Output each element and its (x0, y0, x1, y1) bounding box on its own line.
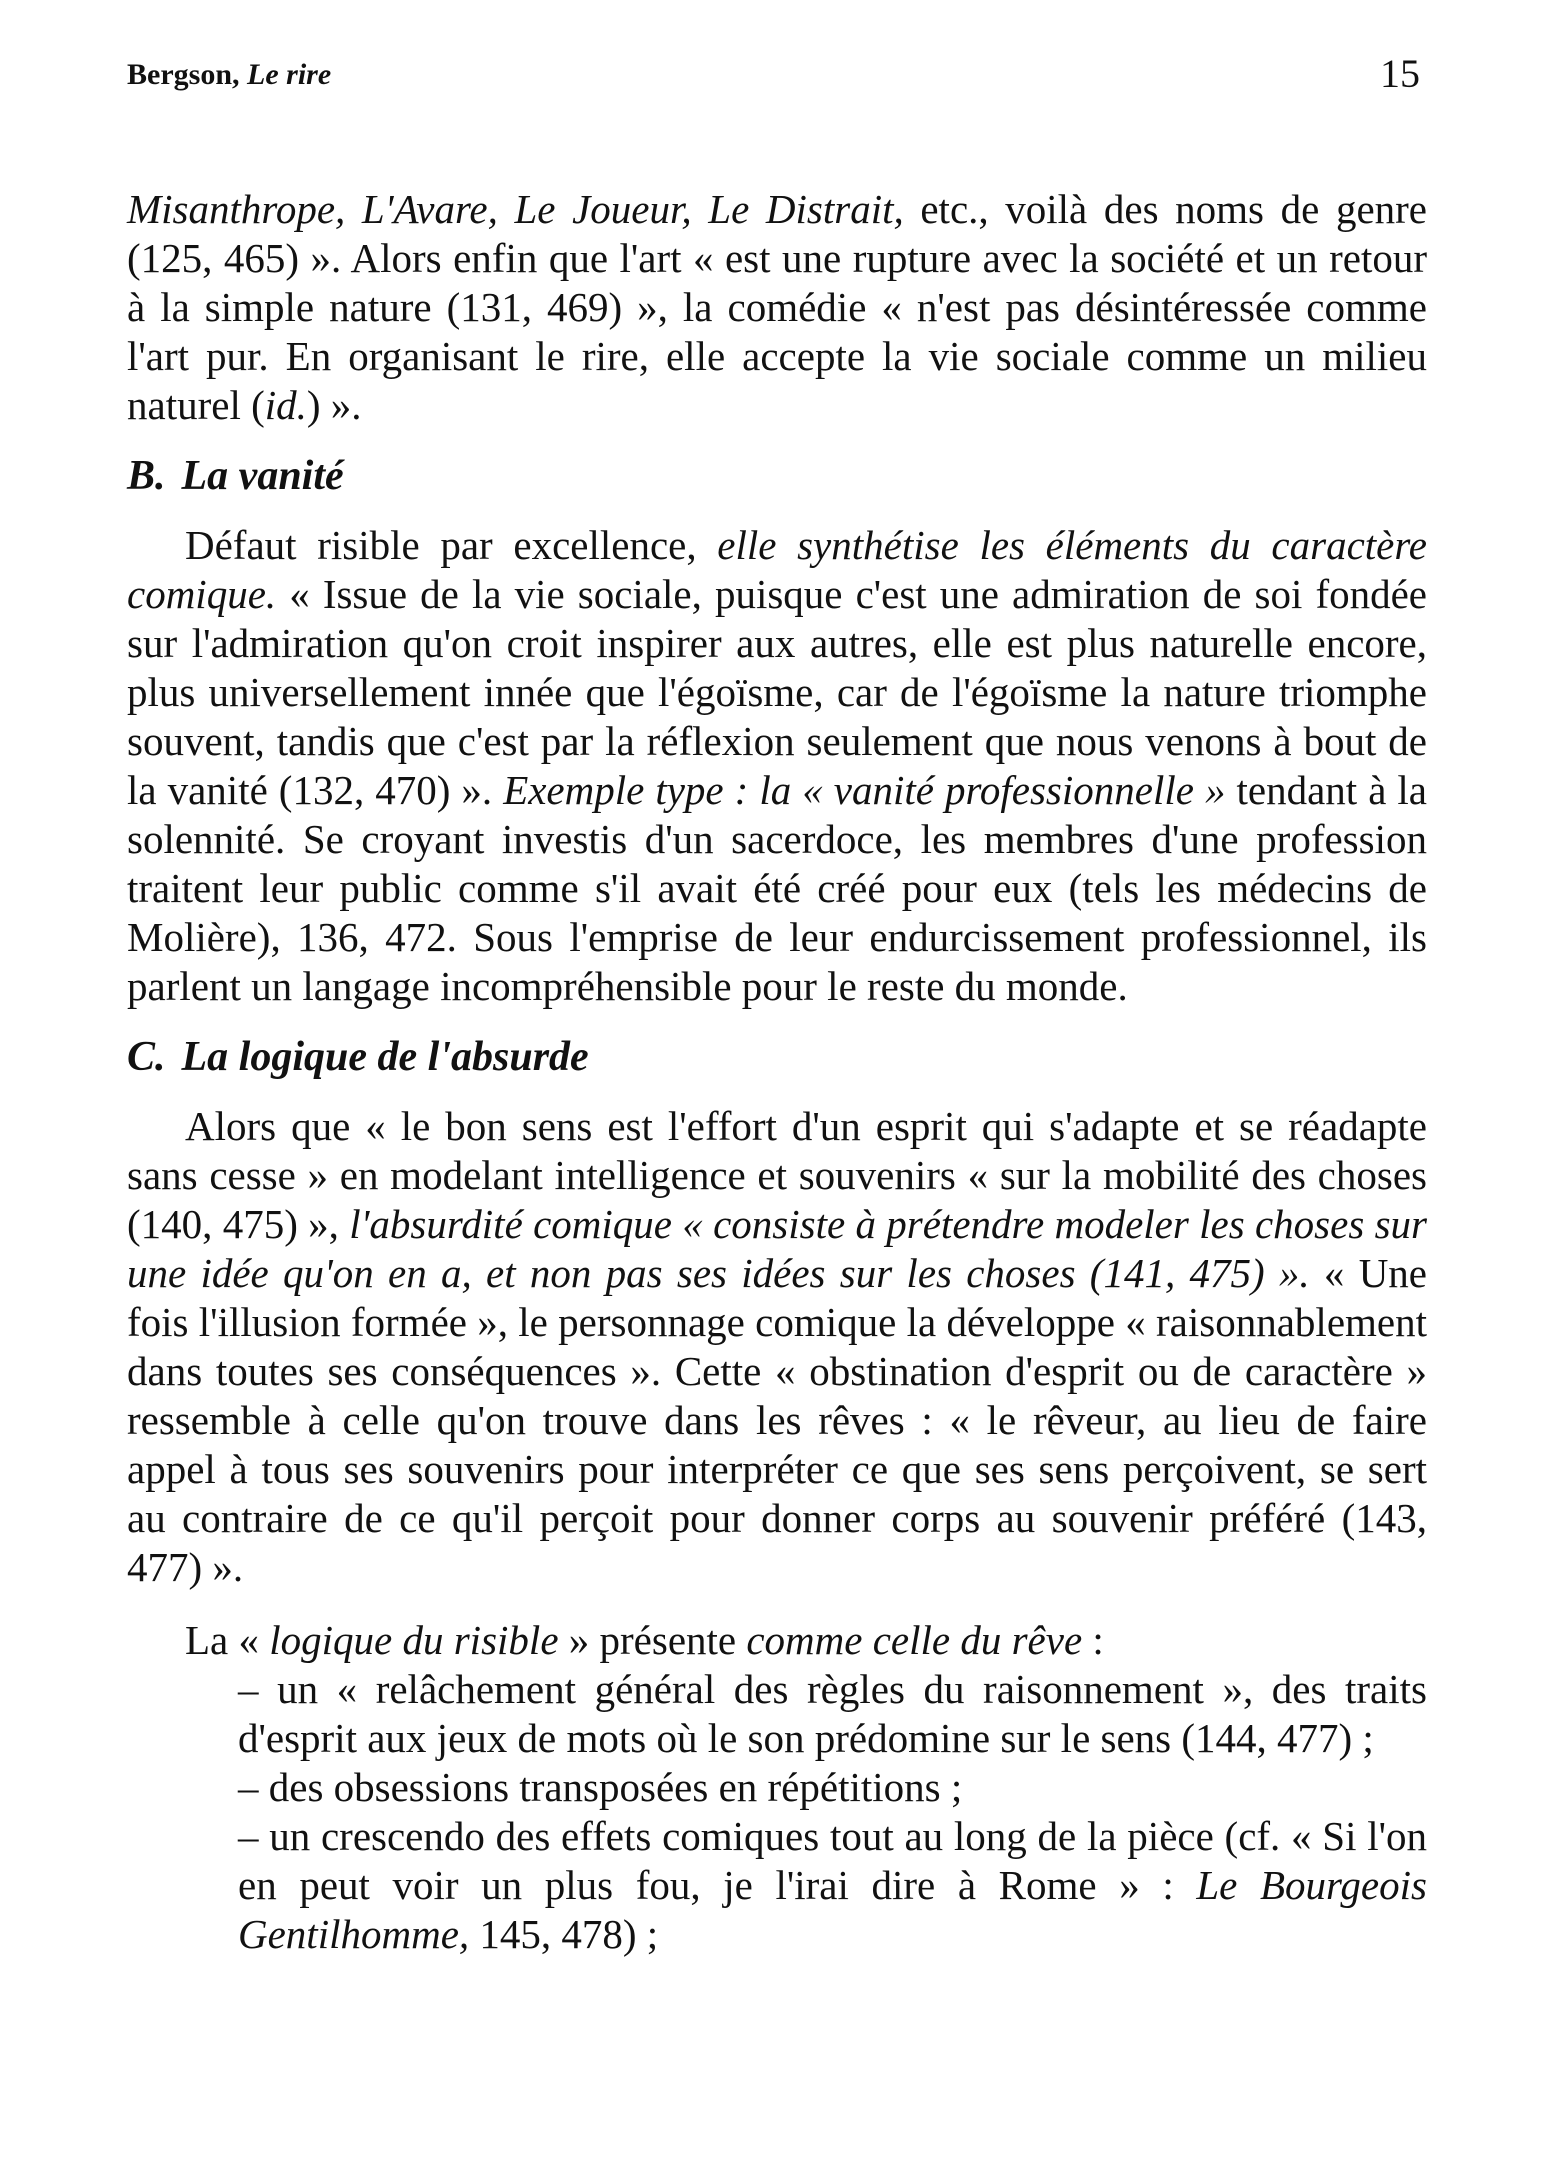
intro-end: ) ». (306, 382, 362, 428)
list-item: – des obsessions transposées en répétitions ; (238, 1764, 963, 1810)
list-item-3-text: – un crescendo des effets comiques tout au long de la pièce (cf. « Si l'on en peut voir un plus fou, je l'irai dire à Rome » : (238, 1813, 1427, 1908)
section-c-paragraph (127, 1102, 1427, 1592)
list-item-3-end: 145, 478) ; (469, 1911, 659, 1957)
section-b-title: La vanité (181, 453, 344, 499)
page-body (127, 185, 1427, 1959)
section-b-label: B. (127, 453, 166, 499)
section-b-emphasis-1: elle synthétise les éléments du caractère comique. (127, 522, 1427, 617)
intro-paragraph (127, 185, 1427, 430)
header-work: Le rire (247, 58, 332, 91)
section-b-text-3: tendant à la solennité. Se croyant investis d'un sacerdoce, les membres d'une profession traitent leur public comme s'il avait été créé pour eux (tels les médecins de Molière), 136, 472. Sous l'emprise de leur endurcissement professionnel, ils parlent un langage incompréhensible pour le reste du monde. (127, 767, 1428, 1009)
page-number: 15 (1380, 51, 1420, 96)
logic-intro-5: : (1082, 1617, 1104, 1663)
section-b-heading (127, 452, 1427, 501)
section-c-text-2: « Une fois l'illusion formée », le personnage comique la développe « raisonnablement dans toutes ses conséquences ». Cette « obstination d'esprit ou de caractère » ressemble à celle qu'on trouve dans les rêves : « le rêveur, au lieu de faire appel à tous ses souvenirs pour interpréter ce que ses sens perçoivent, se sert au contraire de ce qu'il perçoit pour donner corps au souvenir préféré (143, 477) ». (127, 1250, 1427, 1590)
list-item-3-title: Le Bourgeois Gentilhomme, (238, 1862, 1427, 1957)
list-item (238, 1812, 1427, 1959)
section-c-title: La logique de l'absurde (181, 1034, 589, 1080)
logic-list (238, 1665, 1427, 1959)
running-title (127, 58, 331, 92)
logic-intro (127, 1616, 1427, 1665)
intro-text: etc., voilà des noms de genre (125, 465) ». Alors enfin que l'art « est une rupture avec la société et un retour à la simple nature (131, 469) », la comédie « n'est pas désintéressée comme l'art pur. En organisant le rire, elle accepte la vie sociale comme un milieu naturel ( (127, 186, 1427, 428)
section-c-heading (127, 1033, 1427, 1082)
intro-id: id. (264, 382, 307, 428)
section-b-text-2: « Issue de la vie sociale, puisque c'est une admiration de soi fondée sur l'admiration qu'on croit inspirer aux autres, elle est plus naturelle encore, plus universellement innée que l'égoïsme, car de l'égoïsme la nature triomphe souvent, tandis que c'est par la réflexion seulement que nous venons à bout de la vanité (132, 470) ». (127, 571, 1427, 813)
logic-intro-2: logique du risible (269, 1617, 559, 1663)
page-header (127, 46, 1420, 106)
section-b-paragraph (127, 521, 1427, 1011)
section-b-emphasis-2: Exemple type : la « vanité professionnelle » (503, 767, 1226, 813)
section-c-text-1: Alors que « le bon sens est l'effort d'un esprit qui s'adapte et se réadapte sans cesse » en modelant intelligence et souvenirs « sur la mobilité des choses (140, 475) », (127, 1103, 1427, 1247)
header-author: Bergson, (127, 58, 240, 91)
list-item: – un « relâchement général des règles du raisonnement », des traits d'esprit aux jeux de mots où le son prédomine sur le sens (144, 477) ; (238, 1666, 1427, 1761)
logic-intro-3: » présente (558, 1617, 747, 1663)
section-b-text-1: Défaut risible par excellence, (185, 522, 718, 568)
logic-intro-1: La « (185, 1617, 270, 1663)
section-c-emphasis: l'absurdité comique « consiste à prétendre modeler les choses sur une idée qu'on en a, et non pas ses idées sur les choses (141, 475) ». (127, 1201, 1427, 1296)
section-c-label: C. (127, 1034, 166, 1080)
intro-works-list: Misanthrope, L'Avare, Le Joueur, Le Distrait, (127, 186, 904, 232)
logic-intro-4: comme celle du rêve (746, 1617, 1083, 1663)
